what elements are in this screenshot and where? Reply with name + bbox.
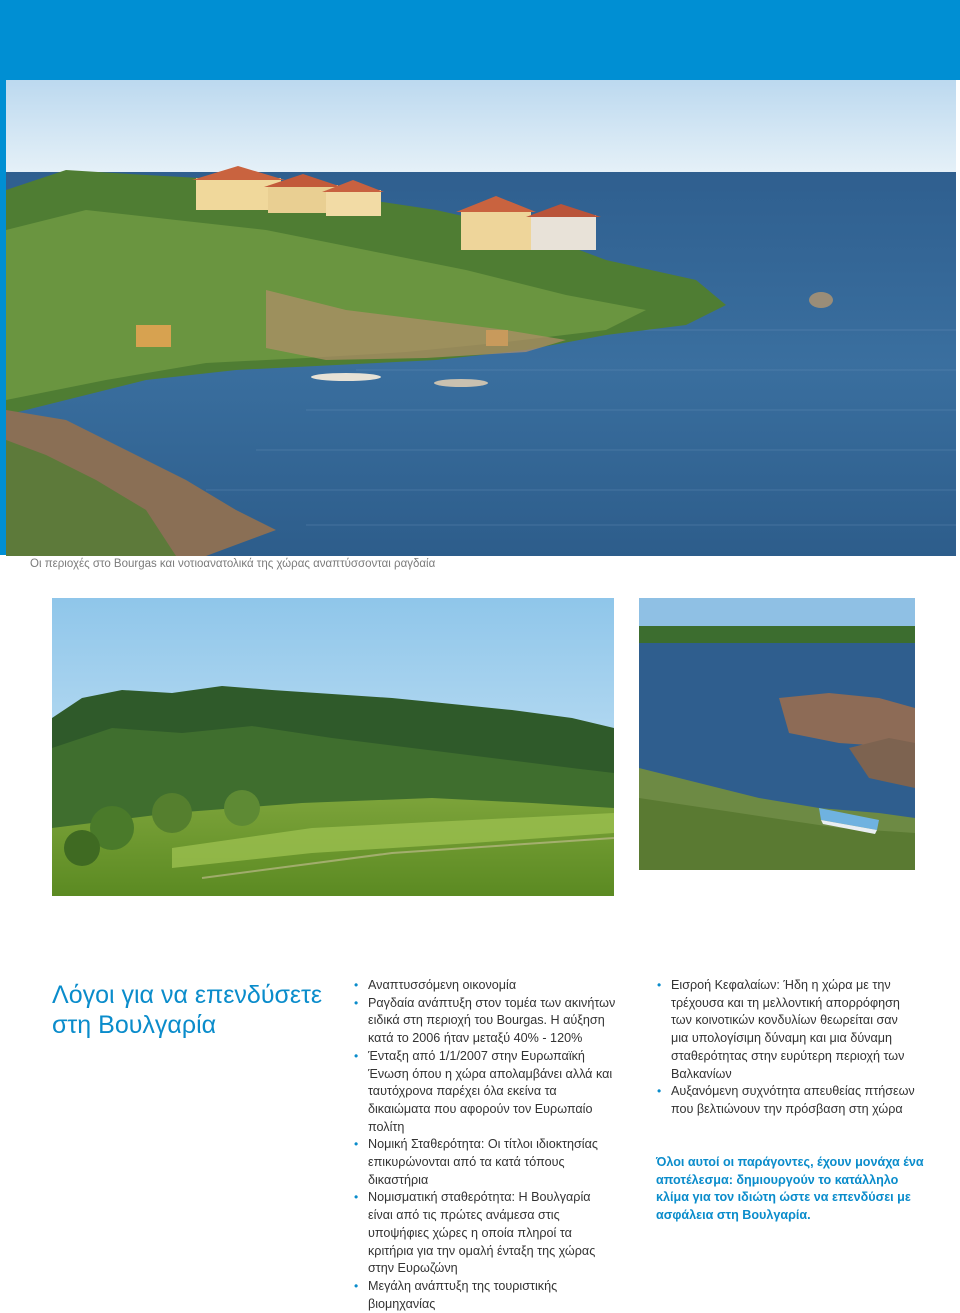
bullet-icon: •	[354, 978, 359, 992]
investment-reasons-list-2	[656, 977, 918, 1119]
list-item: • Νομισματική σταθερότητα: Η Βουλγαρία είναι από τις πρώτες ανάμεσα στις υποψήφιες χώρες η οποία πληροί τα κριτήρια για την ομαλή ένταξη της χώρας στην Ευρωζώνη	[354, 1190, 596, 1276]
list-item: • Ραγδαία ανάπτυξη στον τομέα των ακινήτων ειδικά στη περιοχή του Bourgas. Η αύξηση κατά το 2006 ήταν μεταξύ 40% - 120%	[354, 995, 616, 1046]
photo-caption: Οι περιοχές στο Bourgas και νοτιοανατολικά της χώρας αναπτύσσονται ραγδαία	[30, 558, 436, 570]
bullet-icon: •	[354, 995, 359, 1010]
rocky-cove-photo	[639, 598, 915, 870]
bullet-icon: •	[657, 978, 662, 992]
section-title	[52, 980, 342, 1040]
list-item: • Αναπτυσσόμενη οικονομία	[353, 977, 618, 995]
forest-meadow-photo	[52, 598, 614, 896]
bullet-icon: •	[354, 1190, 359, 1205]
list-item: • Νομική Σταθερότητα: Οι τίτλοι ιδιοκτησίας επικυρώνονται από τα κατά τόπους δικαστήρια	[354, 1137, 598, 1187]
list-item: • Ένταξη από 1/1/2007 στην Ευρωπαϊκή Ένωση όπου η χώρα απολαμβάνει αλλά και ταυτόχρονα παρέχει όλα εκείνα τα δικαιώματα που αφορούν τον Ευρωπαίο πολίτη	[354, 1048, 613, 1134]
bullet-icon: •	[354, 1278, 359, 1293]
coastal-village-photo	[6, 80, 956, 556]
list-item: • Μεγάλη ανάπτυξη της τουριστικής βιομηχανίας	[354, 1278, 558, 1311]
title-line-2: στη Βουλγαρία	[52, 1011, 217, 1039]
list-item: • Αυξανόμενη συχνότητα απευθείας πτήσεων που βελτιώνουν την πρόσβαση στη χώρα	[657, 1084, 915, 1116]
bullet-icon: •	[657, 1084, 662, 1099]
bullet-icon: •	[354, 1137, 359, 1152]
title-line-1: Λόγοι για να επενδύσετε	[52, 981, 323, 1009]
list-item: • Εισροή Κεφαλαίων: Ήδη η χώρα με την τρέχουσα και τη μελλοντική απορρόφηση των κοινοτικών κονδυλίων θεωρείται σαν μια υπολογίσιμη δύναμη και μια δύναμη σταθερότητας στην ευρύτερη περιοχή των Βαλκανίων	[657, 978, 905, 1081]
conclusion-text: Όλοι αυτοί οι παράγοντες, έχουν μονάχα ένα αποτέλεσμα: δημιουργούν το κατάλληλο κλίμα για τον ιδιώτη ώστε να επενδύσει με ασφάλεια στη Βουλγαρία.	[656, 1155, 924, 1223]
header-color-band	[0, 0, 960, 80]
investment-reasons-list-1	[353, 977, 618, 1313]
bullet-icon: •	[354, 1048, 359, 1063]
